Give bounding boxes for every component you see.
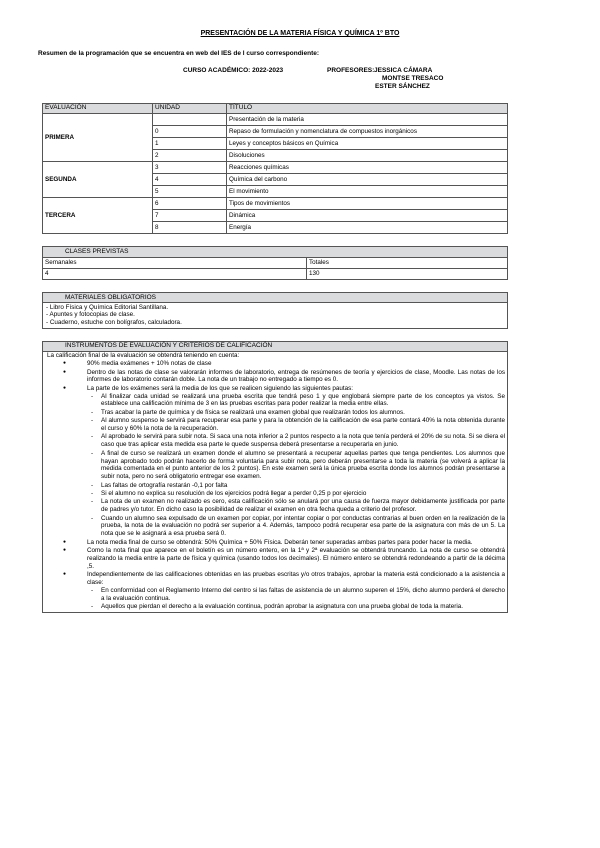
materials-header-row bbox=[43, 293, 508, 303]
table-row bbox=[43, 269, 508, 280]
unit-title: Repaso de formulación y nomenclatura de compuestos inorgánicos bbox=[227, 126, 508, 138]
list-item: ● 90% media exámenes + 10% notas de clase bbox=[45, 360, 505, 368]
unit-number: 6 bbox=[153, 198, 227, 210]
unit-title: Presentación de la materia bbox=[227, 114, 508, 126]
weekly-value: 4 bbox=[43, 269, 307, 280]
list-item: - Cuando un alumno sea expulsado de un examen por copiar, por intentar copiar o por conductas contrarias al buen orden en la realización de la prueba, la nota de la evaluación no podrá ser superior a 4. Además, tampoco podrá recuperar esa parte de la asignatura con más de un 5. La nota que se le asignará a esa prueba será 0. bbox=[45, 515, 505, 539]
criteria-heading: INSTRUMENTOS DE EVALUACIÓN Y CRITERIOS DE CALIFICACIÓN bbox=[43, 341, 508, 351]
list-item: - La nota de un examen no realizado es cero, esta calificación sólo se anulará por una causa de fuerza mayor debidamente justificada por parte de padres y/o tutor. En dicho caso la posibilidad de realizar el examen en otra fecha queda a criterio del profesor. bbox=[45, 498, 505, 514]
classes-heading: CLASES PREVISTAS bbox=[43, 247, 508, 258]
unit-title: Tipos de movimientos bbox=[227, 198, 508, 210]
criteria-intro: La calificación final de la evaluación se obtendrá teniendo en cuenta: bbox=[47, 352, 240, 360]
unit-title: Leyes y conceptos básicos en Química bbox=[227, 138, 508, 150]
list-item: ● Independientemente de las calificaciones obtenidas en las pruebas escritas y/o otros trabajos, aprobar la materia está condicionado a la asistencia a clase: - En conformidad con el Reglamento Interno del centro si las faltas de asistencia de un alumno superen el 15%, dicho alumno perderá el derecho a la evaluación continua. - Aquellos que pierdan el derecho a la evaluación continua, podrán aprobar la asignatura con una prueba global de toda la materia. bbox=[45, 571, 505, 611]
unit-number: 1 bbox=[153, 138, 227, 150]
document-page bbox=[38, 30, 562, 613]
professors-label: PROFESORES: bbox=[327, 66, 375, 74]
list-item: - A final de curso se realizará un examen donde el alumno se presentará a recuperar aquellas partes que tenga pendientes. Los alumnos que hayan aprobado todo podrán hacerlo de forma voluntaria para subir nota, pero deberán presentarse a toda la materia (se volverá a aplicar la medida comentada en el punto anterior de los 2 puntos). En este examen será la única prueba escrita donde los alumnos podrán presentarse a subir nota, pero no será obligatorio entregar ese examen. bbox=[45, 450, 505, 481]
unit-number: 4 bbox=[153, 174, 227, 186]
summary-text: Resumen de la programación que se encuentra en web del IES de l curso correspondiente: bbox=[38, 49, 320, 57]
criteria-list bbox=[45, 360, 505, 611]
criteria-content bbox=[43, 351, 508, 612]
list-item: - Al finalizar cada unidad se realizará una prueba escrita que tendrá peso 1 y que englobará siempre parte de los conceptos ya vistos. Se establece una calificación mínima de 3 en las pruebas escritas para poder realizar la media entre ellas. bbox=[45, 393, 505, 409]
unit-title: Dinámica bbox=[227, 210, 508, 222]
unit-number: 7 bbox=[153, 210, 227, 222]
evaluation-third: TERCERA bbox=[43, 198, 153, 234]
units-header-row bbox=[43, 103, 508, 113]
professor-name: MONTSE TRESACO bbox=[382, 75, 444, 82]
professors-list bbox=[374, 67, 443, 91]
list-item: ● La parte de los exámenes será la media de los que se realicen siguiendo las siguientes pautas: - Al finalizar cada unidad se realizará una prueba escrita que tendrá peso 1 y que englobará siempre parte de los conceptos ya vistos. Se establece una calificación mínima de 3 en las pruebas escritas para poder realizar la media entre ellas. - Tras acabar la parte de química y de física se realizará una examen global que realizarán todos los alumnos. - Al alumno suspenso le servirá para recuperar esa parte y para la obtención de la calificación de esa parte contará 40% la nota obtenida durante el curso y 60% la nota de la recuperación. - Al aprobado le servirá para subir nota. Si saca una nota inferior a 2 puntos respecto a la nota que tenía perderá el 20% de su nota. Si se diera el caso que tras aplicar esta medida esa parte le quede suspensa deberá presentarse a recuperarla en junio. - A final de curso se realizará un examen donde el alumno se presentará a recuperar aquellas partes que tenga pendientes. Los alumnos que hayan aprobado todo podrán hacerlo de forma voluntaria para subir nota, pero deberán presentarse a toda la materia (se volverá a aplicar la medida comentada en el punto anterior de los 2 puntos). En este examen será la única prueba escrita donde los alumnos podrán presentarse a subir nota, pero no será obligatorio entregar ese examen. - Las faltas de ortografía restarán -0,1 por falta - Si el alumno no explica su resolución de los ejercicios podrá llegar a perder 0,25 p por ejercicio - La nota de un examen no realizado es cero, esta calificación sólo se anulará por una causa de fuerza mayor debidamente justificada por parte de padres y/o tutor. En dicho caso la posibilidad de realizar el examen en otra fecha queda a criterio del profesor. - Cuando un alumno sea expulsado de un examen por copiar, por intentar copiar o por conductas contrarias al buen orden en la realización de la prueba, la nota de la evaluación no podrá ser superior a 4. Además, tampoco podrá recuperar esa parte de la asignatura con más de un 5. La nota que se le asignará a esa prueba será 0. bbox=[45, 385, 505, 538]
classes-header-row bbox=[43, 247, 508, 258]
attendance-rules-list bbox=[87, 587, 505, 611]
exam-rules-list bbox=[87, 393, 505, 538]
unit-title: Disoluciones bbox=[227, 150, 508, 162]
course-meta bbox=[38, 67, 562, 103]
evaluation-second: SEGUNDA bbox=[43, 162, 153, 198]
materials-table bbox=[42, 292, 508, 329]
materials-list bbox=[43, 303, 508, 329]
unit-number: 0 bbox=[153, 126, 227, 138]
materials-heading: MATERIALES OBLIGATORIOS bbox=[43, 293, 508, 303]
header-title: TÍTULO bbox=[227, 103, 508, 113]
table-row bbox=[43, 303, 508, 329]
header-evaluation: EVALUACIÓN bbox=[43, 103, 153, 113]
unit-title: Química del carbono bbox=[227, 174, 508, 186]
unit-title: El movimiento bbox=[227, 186, 508, 198]
total-label: Totales bbox=[307, 258, 508, 269]
evaluation-first: PRIMERA bbox=[43, 114, 153, 162]
table-row bbox=[43, 198, 508, 210]
professor-name: JESSICA CÁMARA bbox=[374, 66, 433, 74]
unit-number: 3 bbox=[153, 162, 227, 174]
unit-number: 2 bbox=[153, 150, 227, 162]
list-item: - Al alumno suspenso le servirá para recuperar esa parte y para la obtención de la calificación de esa parte contará 40% la nota obtenida durante el curso y 60% la nota de la recuperación. bbox=[45, 417, 505, 433]
units-table bbox=[42, 103, 508, 234]
unit-number bbox=[153, 114, 227, 126]
page-title: PRESENTACIÓN DE LA MATERIA FÍSICA Y QUÍMICA 1º BTO bbox=[200, 30, 400, 37]
list-item: - Al aprobado le servirá para subir nota. Si saca una nota inferior a 2 puntos respecto a la nota que tenía perderá el 20% de su nota. Si se diera el caso que tras aplicar esta medida esa parte le quede suspensa deberá presentarse a recuperarla en junio. bbox=[45, 433, 505, 449]
criteria-header-row bbox=[43, 341, 508, 351]
unit-number: 8 bbox=[153, 222, 227, 234]
list-item: - Cuaderno, estuche con bolígrafos, calculadora. bbox=[46, 319, 182, 327]
course-year: CURSO ACADÉMICO: 2022-2023 bbox=[183, 66, 284, 74]
list-item: - Tras acabar la parte de química y de física se realizará una examen global que realizarán todos los alumnos. bbox=[45, 409, 505, 417]
total-value: 130 bbox=[307, 269, 508, 280]
professor-name: ESTER SÁNCHEZ bbox=[375, 83, 430, 91]
unit-title: Reacciones químicas bbox=[227, 162, 508, 174]
list-item: ● Dentro de las notas de clase se valorarán informes de laboratorio, entrega de resúmenes de teoría y ejercicios de clase, Moodle. Las notas de los informes de laboratorio contarán doble. La nota de un trabajo no entregado a tiempo es 0. bbox=[45, 369, 505, 385]
list-item: ● Como la nota final que aparece en el boletín es un número entero, en la 1ª y 2ª evaluación se obtendrá truncando. La nota de curso se obtendrá realizando la media entre la parte de física y química (usando todos los decimales). El número entero se obtendrá redondeando a partir de la décima ,5. bbox=[45, 547, 505, 571]
unit-number: 5 bbox=[153, 186, 227, 198]
list-item: ● La nota media final de curso se obtendrá: 50% Química + 50% Física. Deberán tener superadas ambas partes para poder hacer la media. bbox=[45, 539, 505, 547]
list-item: - Si el alumno no explica su resolución de los ejercicios podrá llegar a perder 0,25 p por ejercicio bbox=[45, 490, 505, 498]
unit-title: Energía bbox=[227, 222, 508, 234]
classes-table bbox=[42, 246, 508, 280]
list-item: - Aquellos que pierdan el derecho a la evaluación continua, podrán aprobar la asignatura con una prueba global de toda la materia. bbox=[45, 603, 505, 611]
list-item: - Libro Física y Química Editorial Santillana. bbox=[46, 303, 169, 311]
list-item: - En conformidad con el Reglamento Interno del centro si las faltas de asistencia de un alumno superen el 15%, dicho alumno perderá el derecho a la evaluación continua. bbox=[45, 587, 505, 603]
weekly-label: Semanales bbox=[43, 258, 307, 269]
header-unit: UNIDAD bbox=[153, 103, 227, 113]
table-row bbox=[43, 258, 508, 269]
list-item: - Apuntes y fotocopias de clase. bbox=[46, 311, 135, 319]
table-row bbox=[43, 114, 508, 126]
list-item: - Las faltas de ortografía restarán -0,1 por falta bbox=[45, 482, 505, 490]
table-row bbox=[43, 351, 508, 612]
table-row bbox=[43, 162, 508, 174]
criteria-table bbox=[42, 341, 508, 613]
